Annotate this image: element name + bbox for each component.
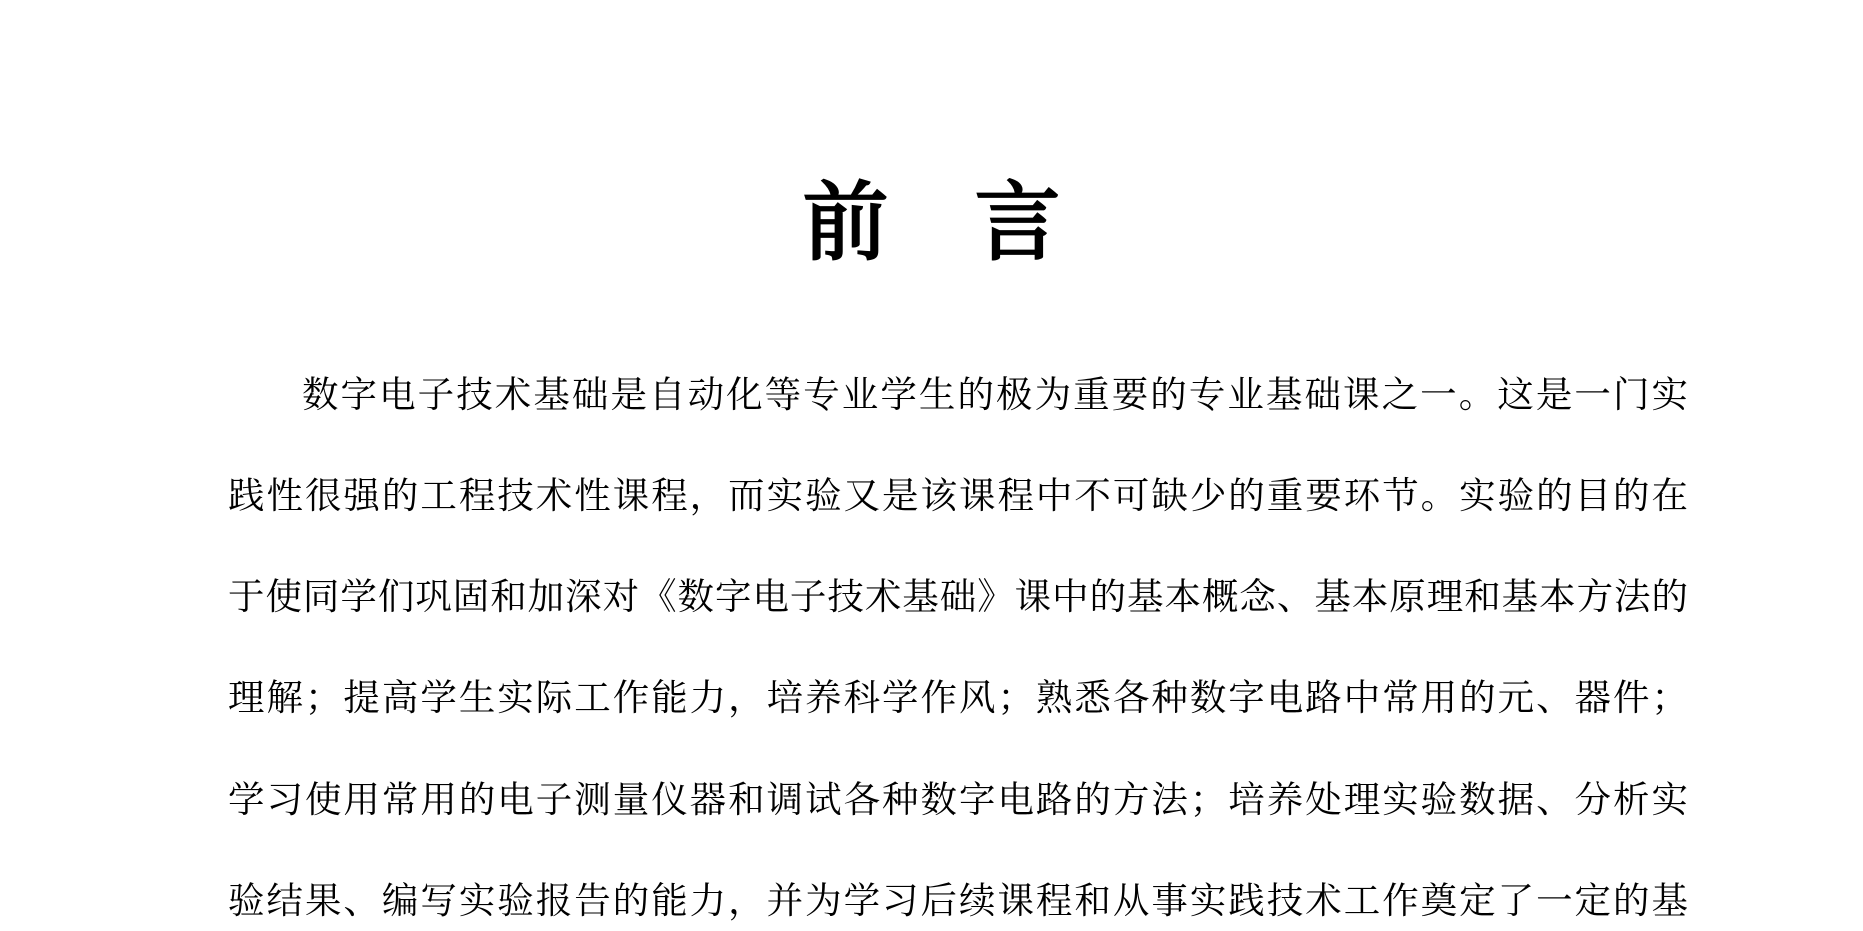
paragraph-line-6: 验结果、编写实验报告的能力，并为学习后续课程和从事实践技术工作奠定了一定的基	[228, 879, 1688, 922]
title-char-1: 前	[802, 173, 889, 273]
title-char-2: 言	[974, 173, 1061, 273]
paragraph-line-3: 于使同学们巩固和加深对《数字电子技术基础》课中的基本概念、基本原理和基本方法的	[228, 575, 1688, 618]
paragraph-line-1: 数字电子技术基础是自动化等专业学生的极为重要的专业基础课之一。这是一门实	[302, 373, 1688, 416]
page-title	[0, 168, 1863, 278]
paragraph-line-2: 践性很强的工程技术性课程，而实验又是该课程中不可缺少的重要环节。实验的目的在	[228, 474, 1688, 517]
paragraph-line-4: 理解；提高学生实际工作能力，培养科学作风；熟悉各种数字电路中常用的元、器件；	[228, 676, 1688, 719]
paragraph-line-5: 学习使用常用的电子测量仪器和调试各种数字电路的方法；培养处理实验数据、分析实	[228, 778, 1688, 821]
